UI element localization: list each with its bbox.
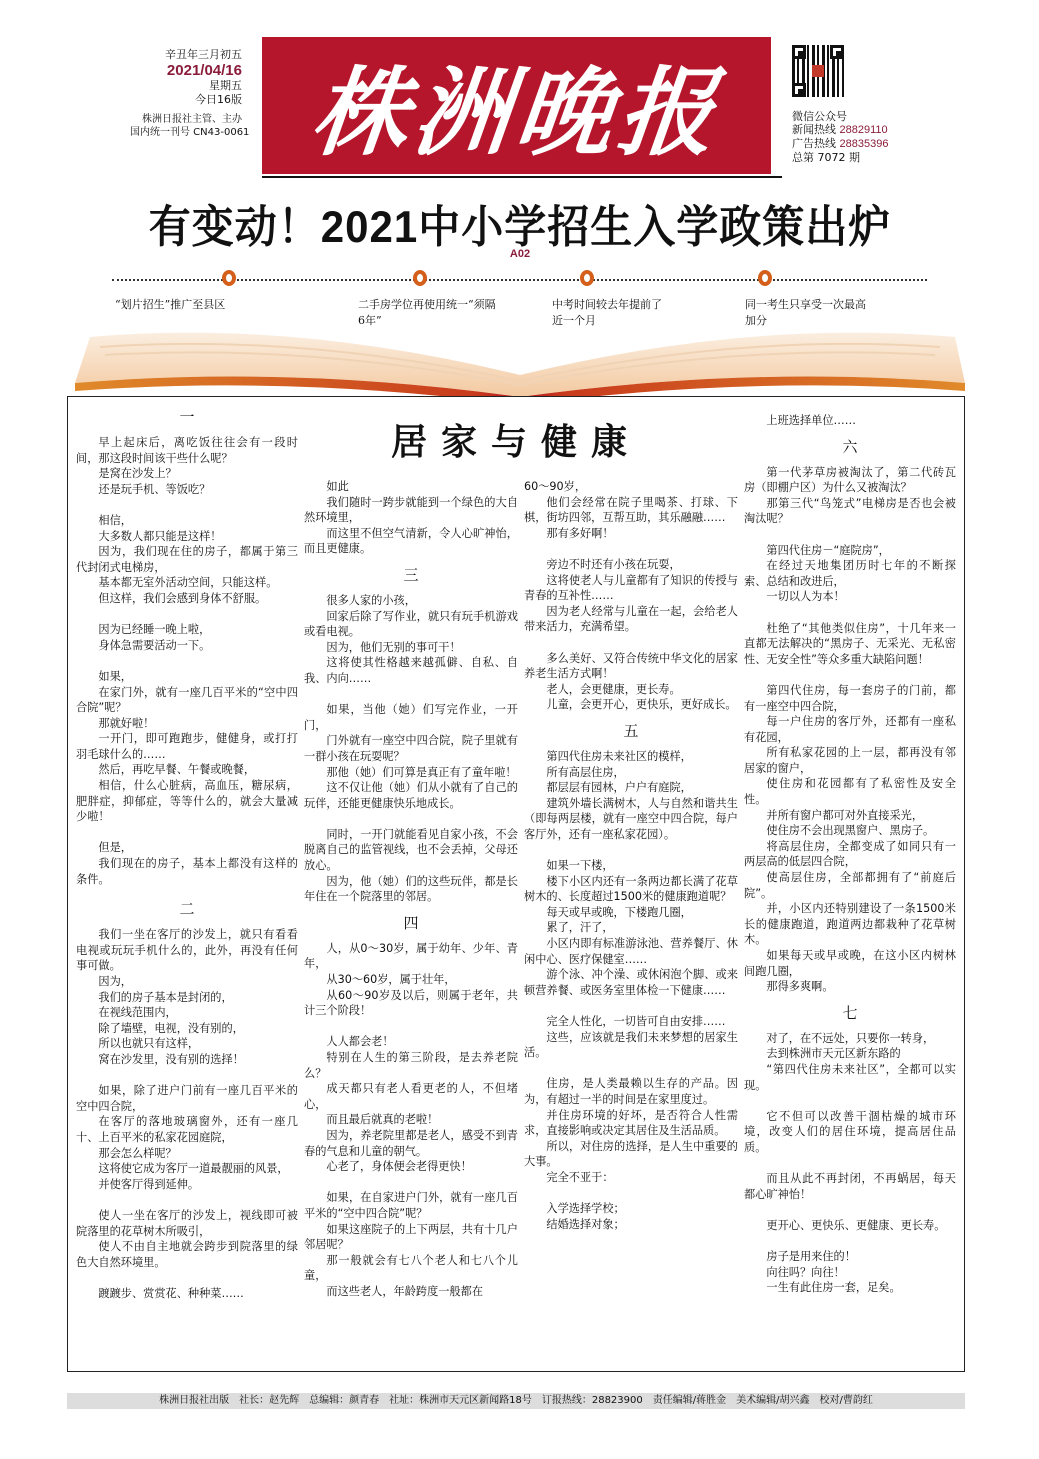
article-paragraph: 窝在沙发里，没有别的选择！ (98, 1052, 244, 1066)
article-paragraph: 一生有此住房一套，足矣。 (766, 1281, 901, 1295)
article-paragraph: 第四代住房－“庭院房”， (766, 543, 890, 557)
news-hotline-label: 新闻热线 (792, 123, 836, 136)
article-paragraph: 因为， (98, 975, 132, 988)
article-paragraph: 上班选择单位…… (766, 414, 856, 427)
article-paragraph: 身体急需要活动一下。 (98, 638, 211, 652)
article-paragraph: 所以，对住房的选择，是人生中重要的大事。 (524, 1139, 738, 1169)
paragraph-gap (76, 1192, 298, 1208)
article-paragraph: 每天或早或晚，下楼跑几圈， (546, 905, 692, 919)
article-paragraph: 人，从0～30岁，属于幼年、少年、青年， (304, 941, 518, 971)
article-paragraph: 并所有窗户都可对外直接采光， (766, 808, 924, 822)
timeline-node-icon (222, 270, 236, 286)
article-paragraph: 房子是用来住的！ (766, 1250, 856, 1264)
qr-corner (830, 45, 844, 59)
article-paragraph: 所以也就只有这样， (98, 1037, 200, 1051)
article-paragraph: 建筑外墙长满树木，人与自然和谐共生（即每两层楼，就有一座空中四合院，每户客厅外，还有一座私家花园）。 (524, 796, 738, 841)
article-paragraph: 游个泳、冲个澡、或休闲泡个脚、或来顿营养餐、或医务室里体检一下健康…… (524, 968, 738, 997)
section-heading: 三 (403, 565, 419, 584)
article-paragraph: 那有多好啊！ (546, 526, 614, 540)
newspaper-logo (262, 37, 771, 174)
article-paragraph: “第四代住房未来社区”，全都可以实现。 (744, 1062, 956, 1092)
paragraph-gap (304, 811, 518, 827)
section-heading: 五 (623, 721, 639, 740)
col1-paragraphs (76, 435, 298, 887)
article-paragraph: 他们会经常在院子里喝茶、打球、下棋，街坊四邻，互帮互助，其乐融融…… (524, 495, 738, 525)
article-paragraph: 如果一下楼， (546, 859, 614, 873)
article-paragraph: 更开心、更快乐、更健康、更长寿。 (766, 1218, 946, 1232)
article-paragraph: 但这样，我们会感到身体不舒服。 (98, 591, 267, 605)
paragraph-gap (304, 1175, 518, 1191)
article-paragraph: 因为，他们无别的事可干！ (326, 640, 461, 654)
article-paragraph: 在经过天地集团历时七年的不断探索、总结和改进后， (744, 559, 956, 588)
page-reference[interactable]: A02 (509, 248, 531, 260)
article-paragraph: 使人一坐在客厅的沙发上，视线即可被院落里的花草树木所吸引， (76, 1208, 298, 1238)
section-heading: 四 (403, 913, 419, 932)
masthead-right-info (792, 110, 888, 164)
article-paragraph: 那一般就会有七八个老人和七八个儿童， (304, 1253, 518, 1283)
article-paragraph: 累了，汗了， (546, 921, 614, 935)
article-paragraph: 而且从此不再封闭，不再蜗居，每天都心旷神怡！ (744, 1172, 956, 1201)
timeline-node-icon (758, 270, 772, 286)
article-box (67, 396, 965, 1372)
timeline-point: 同一考生只享受一次最高加分 (745, 298, 866, 327)
article-paragraph: 早上起床后，离吃饭往往会有一段时间，那这段时间该干些什么呢？ (76, 436, 298, 465)
paragraph-gap (76, 1270, 298, 1286)
article-paragraph: 杜绝了“其他类似住房”，十几年来一直都无法解决的“黑房子、无采光、无私密性、无安全性”等众多重大缺陷问题！ (744, 621, 956, 666)
timeline-point: “划片招生”推广至县区 (115, 298, 226, 311)
qr-corner (792, 45, 806, 59)
article-paragraph: 从30～60岁，属于壮年， (326, 973, 456, 987)
paragraph-gap (76, 607, 298, 623)
article-paragraph: 完全人性化，一切皆可自由安排…… (546, 1015, 726, 1028)
article-paragraph: 在家门外，就有一座几百平米的“空中四合院”呢？ (76, 685, 298, 715)
qr-center-logo (812, 65, 824, 77)
article-paragraph: 回家后除了写作业，就只有玩手机游戏或看电视。 (304, 609, 518, 639)
article-paragraph: 它不但可以改善干涸枯燥的城市环境，改变人们的居住环境，提高居住品质。 (744, 1109, 956, 1154)
article-paragraph: 去到株洲市天元区新东路的 (766, 1047, 901, 1061)
article-paragraph: 入学选择学校； (546, 1202, 625, 1216)
paragraph-gap (524, 998, 738, 1014)
paragraph-gap (524, 842, 738, 858)
article-paragraph: 基本都无室外活动空间，只能这样。 (98, 576, 278, 590)
article-paragraph: 我们的房子基本是封闭的， (98, 990, 233, 1004)
pages-today: 今日16版 (195, 93, 242, 106)
paragraph-gap (524, 1186, 738, 1202)
article-paragraph: 使高层住房，全部都拥有了“前庭后院”。 (744, 871, 956, 900)
open-book-illustration (60, 325, 980, 397)
article-paragraph: 小区内即有标准游泳池、营养餐厅、休闲中心、医疗保健室…… (524, 937, 738, 966)
qr-corner (792, 83, 806, 97)
timeline-node-icon (580, 270, 594, 286)
article-paragraph: 那就好啦！ (98, 716, 155, 730)
article-paragraph: 这将使其性格越来越孤僻、自私、自我、内向…… (304, 656, 518, 685)
article-paragraph: 这将使老人与儿童都有了知识的传授与青春的互补性…… (524, 573, 738, 603)
article-paragraph: 踱踱步、赏赏花、种种菜…… (98, 1286, 244, 1300)
col4c-paragraphs (744, 1031, 956, 1296)
timeline-point: 中考时间较去年提前了近一个月 (552, 298, 662, 327)
paragraph-gap (744, 1234, 956, 1250)
article-paragraph: 而且最后就真的老啦！ (326, 1113, 439, 1127)
paragraph-gap (76, 825, 298, 841)
col2a-paragraphs (304, 479, 518, 557)
article-paragraph: 第四代住房未来社区的模样， (546, 749, 692, 763)
col4b-paragraphs (744, 465, 956, 995)
article-paragraph: 如果，在自家进户门外，就有一座几百平米的“空中四合院”呢？ (304, 1191, 518, 1220)
article-paragraph: 一切以人为本！ (766, 590, 845, 604)
article-paragraph: 我们一坐在客厅的沙发上，就只有看看电视或玩玩手机什么的，此外，再没有任何事可做。 (76, 928, 298, 973)
article-paragraph: 使住房和花园都有了私密性及安全性。 (744, 777, 956, 807)
footer-credits: 株洲日报社出版 社长：赵先辉 总编辑：颜青春 社址：株洲市天元区新闻路18号 订报热线：28823900 责任编辑/蒋胜金 美术编辑/胡兴鑫 校对/曹韵红 (67, 1393, 965, 1409)
article-paragraph: 因为已经睡一晚上啦， (98, 623, 211, 637)
article-paragraph: 结婚选择对象； (546, 1217, 625, 1231)
article-paragraph: 并使客厅得到延伸。 (98, 1177, 200, 1191)
article-paragraph: 因为，他（她）们的这些玩伴，都是长年住在一个院落里的邻居。 (304, 874, 518, 904)
paragraph-gap (524, 1061, 738, 1077)
weekday: 星期五 (209, 79, 242, 92)
paragraph-gap (744, 667, 956, 683)
article-paragraph: 第一代茅草房被淘汰了，第二代砖瓦房（即棚户区）为什么又被淘汰？ (744, 465, 956, 495)
article-title: 居家与健康 (390, 422, 641, 463)
paragraph-gap (76, 653, 298, 669)
publisher-line: 株洲日报社主管、主办 (142, 114, 242, 125)
article-paragraph: 人人都会老！ (326, 1035, 394, 1049)
logo-text: 株洲晚报 (305, 56, 726, 169)
paragraph-gap (744, 605, 956, 621)
article-column-2 (304, 479, 518, 1300)
masthead-left-info (130, 48, 250, 139)
article-paragraph: 楼下小区内还有一条两边都长满了花草树木的、长度超过1500米的健康跑道呢？ (524, 874, 738, 904)
article-paragraph: 在客厅的落地玻璃窗外，还有一座几十、上百平米的私家花园庭院， (76, 1115, 298, 1144)
article-paragraph: 因为，我们现在住的房子，都属于第三代封闭式电梯房， (76, 545, 298, 574)
col2b-paragraphs (304, 593, 518, 905)
wechat-label: 微信公众号 (792, 110, 847, 123)
article-paragraph: 如果这座院子的上下两层，共有十几户邻居呢？ (304, 1222, 518, 1252)
article-paragraph: 从60～90岁及以后，则属于老年，共计三个阶段！ (304, 988, 518, 1018)
article-paragraph: 将高层住房，全都变成了如同只有一两层高的低层四合院， (744, 839, 956, 869)
cn-number: 国内统一刊号 CN43-0061 (130, 127, 250, 138)
issue-number: 总第 7072 期 (792, 151, 860, 164)
article-paragraph: 使人不由自主地就会跨步到院落里的绿色大自然环境里。 (76, 1240, 298, 1269)
article-paragraph: 如此 (326, 480, 349, 493)
article-paragraph: 因为老人经常与儿童在一起，会给老人带来活力，充满希望。 (524, 604, 738, 634)
section-heading: 七 (842, 1003, 858, 1022)
col4a-paragraphs (744, 413, 956, 429)
article-paragraph: 并，小区内还特别建设了一条1500米长的健康跑道，跑道两边都栽种了花草树木。 (744, 902, 956, 947)
article-paragraph: 完全不亚于： (546, 1170, 614, 1184)
masthead-divider (262, 176, 782, 178)
article-paragraph: 而这些老人，年龄跨度一般都在 (326, 1284, 484, 1298)
article-paragraph: 门外就有一座空中四合院，院子里就有一群小孩在玩耍呢？ (304, 734, 518, 763)
paragraph-gap (304, 687, 518, 703)
paragraph-gap (76, 497, 298, 513)
col3a-paragraphs (524, 479, 738, 713)
article-paragraph: 使住房不会出现黑窗户、黑房子。 (766, 824, 935, 838)
section-heading: 二 (179, 900, 195, 919)
article-paragraph: 相信， (98, 513, 132, 527)
article-paragraph: 如果，当他（她）们写完作业，一开门， (304, 703, 518, 732)
article-paragraph: 这将使它成为客厅一道最靓丽的风景， (98, 1162, 289, 1176)
paragraph-gap (304, 1019, 518, 1035)
article-paragraph: 很多人家的小孩， (326, 593, 416, 607)
lunar-date: 辛丑年三月初五 (165, 48, 242, 61)
article-paragraph: 那会怎么样呢？ (98, 1146, 177, 1160)
article-paragraph: 在视线范围内， (98, 1006, 177, 1020)
section-heading: 六 (842, 437, 858, 456)
article-paragraph: 住房，是人类最赖以生存的产品。因为，有超过一半的时间是在家里度过。 (524, 1077, 738, 1106)
article-paragraph: 多么美好、又符合传统中华文化的居家养老生活方式啊！ (524, 651, 738, 681)
article-column-3 (524, 479, 738, 1232)
paragraph-gap (76, 1068, 298, 1084)
article-paragraph: 我们随时一跨步就能到一个绿色的大自然环境里， (304, 495, 518, 525)
article-paragraph: 旁边不时还有小孩在玩耍， (546, 557, 681, 571)
article-paragraph: 除了墙壁，电视，没有别的， (98, 1021, 244, 1035)
article-paragraph: 那他（她）们可算是真正有了童年啦！ (326, 765, 517, 779)
article-paragraph: 但是， (98, 841, 132, 855)
article-paragraph: 而这里不但空气清新，令人心旷神怡，而且更健康。 (304, 526, 518, 556)
article-paragraph: 这些，应该就是我们未来梦想的居家生活。 (524, 1030, 738, 1060)
article-paragraph: 因为，养老院里都是老人，感受不到青春的气息和儿童的朝气。 (304, 1128, 518, 1158)
front-headline[interactable]: 有变动！2021中小学招生入学政策出炉 (148, 201, 892, 252)
article-paragraph: 那得多爽啊。 (766, 980, 834, 994)
ad-hotline-label: 广告热线 (792, 137, 836, 150)
qr-code-icon[interactable] (792, 45, 844, 97)
article-paragraph: 所有私家花园的上一层，都再没有邻居家的窗户， (744, 746, 956, 775)
article-paragraph: 然后，再吃早餐、午餐或晚餐， (98, 763, 256, 777)
paragraph-gap (744, 1202, 956, 1218)
article-paragraph: 每一户住房的客厅外，还都有一座私有花园， (744, 715, 956, 744)
article-paragraph: 这不仅让他（她）们从小就有了自己的玩伴，还能更健康快乐地成长。 (304, 781, 518, 810)
article-paragraph: 都层层有园林，户户有庭院， (546, 781, 692, 795)
article-paragraph: 相信，什么心脏病，高血压，糖尿病，肥胖症，抑郁症，等等什么的，就会大量减少啦！ (76, 779, 298, 824)
col2c-paragraphs (304, 941, 518, 1300)
section-heading: 一 (179, 408, 195, 426)
article-paragraph: 儿童，会更开心，更快乐，更好成长。 (546, 698, 737, 712)
article-paragraph: 是窝在沙发上？ (98, 467, 177, 481)
article-paragraph: 还是玩手机、等饭吃？ (98, 482, 211, 496)
paragraph-gap (744, 1093, 956, 1109)
article-column-4 (744, 413, 956, 1296)
issue-date: 2021/04/16 (166, 62, 242, 79)
article-paragraph: 如果， (98, 669, 132, 683)
article-paragraph: 特别在人生的第三阶段，是去养老院么？ (304, 1051, 518, 1080)
article-paragraph: 大多数人都只能是这样！ (98, 529, 222, 543)
article-paragraph: 60～90岁， (524, 480, 587, 493)
paragraph-gap (744, 1156, 956, 1172)
article-paragraph: 同时，一开门就能看见自家小孩，不会脱离自己的监管视线，也不会丢掉，父母还放心。 (304, 827, 518, 873)
article-paragraph: 一开门，即可跑跑步，健健身，或打打羽毛球什么的…… (76, 732, 298, 761)
article-paragraph: 那第三代“鸟笼式”电梯房是否也会被淘汰呢？ (744, 496, 956, 526)
article-paragraph: 成天都只有老人看更老的人，不但堵心， (304, 1082, 518, 1111)
col3b-paragraphs (524, 749, 738, 1232)
ad-hotline: 28835396 (839, 138, 889, 150)
article-paragraph: 对了，在不远处，只要你一转身， (766, 1031, 935, 1045)
article-paragraph: 心老了，身体便会老得更快！ (326, 1160, 472, 1174)
paragraph-gap (524, 541, 738, 557)
article-paragraph: 所有高层住房， (546, 765, 625, 779)
article-paragraph: 如果每天或早或晚，在这小区内树林间跑几圈， (744, 949, 956, 978)
article-paragraph: 向往吗？向往！ (766, 1265, 845, 1279)
article-column-1 (76, 399, 298, 1301)
article-paragraph: 第四代住房，每一套房子的门前，都有一座空中四合院， (744, 683, 956, 713)
timeline-point: 二手房学位再使用统一“须隔6年” (358, 298, 496, 327)
news-hotline: 28829110 (839, 124, 888, 136)
paragraph-gap (524, 635, 738, 651)
col1b-paragraphs (76, 927, 298, 1301)
article-paragraph: 我们现在的房子，基本上都没有这样的条件。 (76, 857, 298, 886)
paragraph-gap (744, 527, 956, 543)
timeline-node-icon (413, 270, 427, 286)
article-paragraph: 如果，除了进户门前有一座几百平米的空中四合院， (76, 1084, 298, 1113)
article-paragraph: 老人，会更健康，更长寿。 (546, 682, 681, 696)
article-paragraph: 并住房环境的好坏，是否符合人性需求，直接影响或决定其居住及生活品质。 (524, 1108, 738, 1138)
